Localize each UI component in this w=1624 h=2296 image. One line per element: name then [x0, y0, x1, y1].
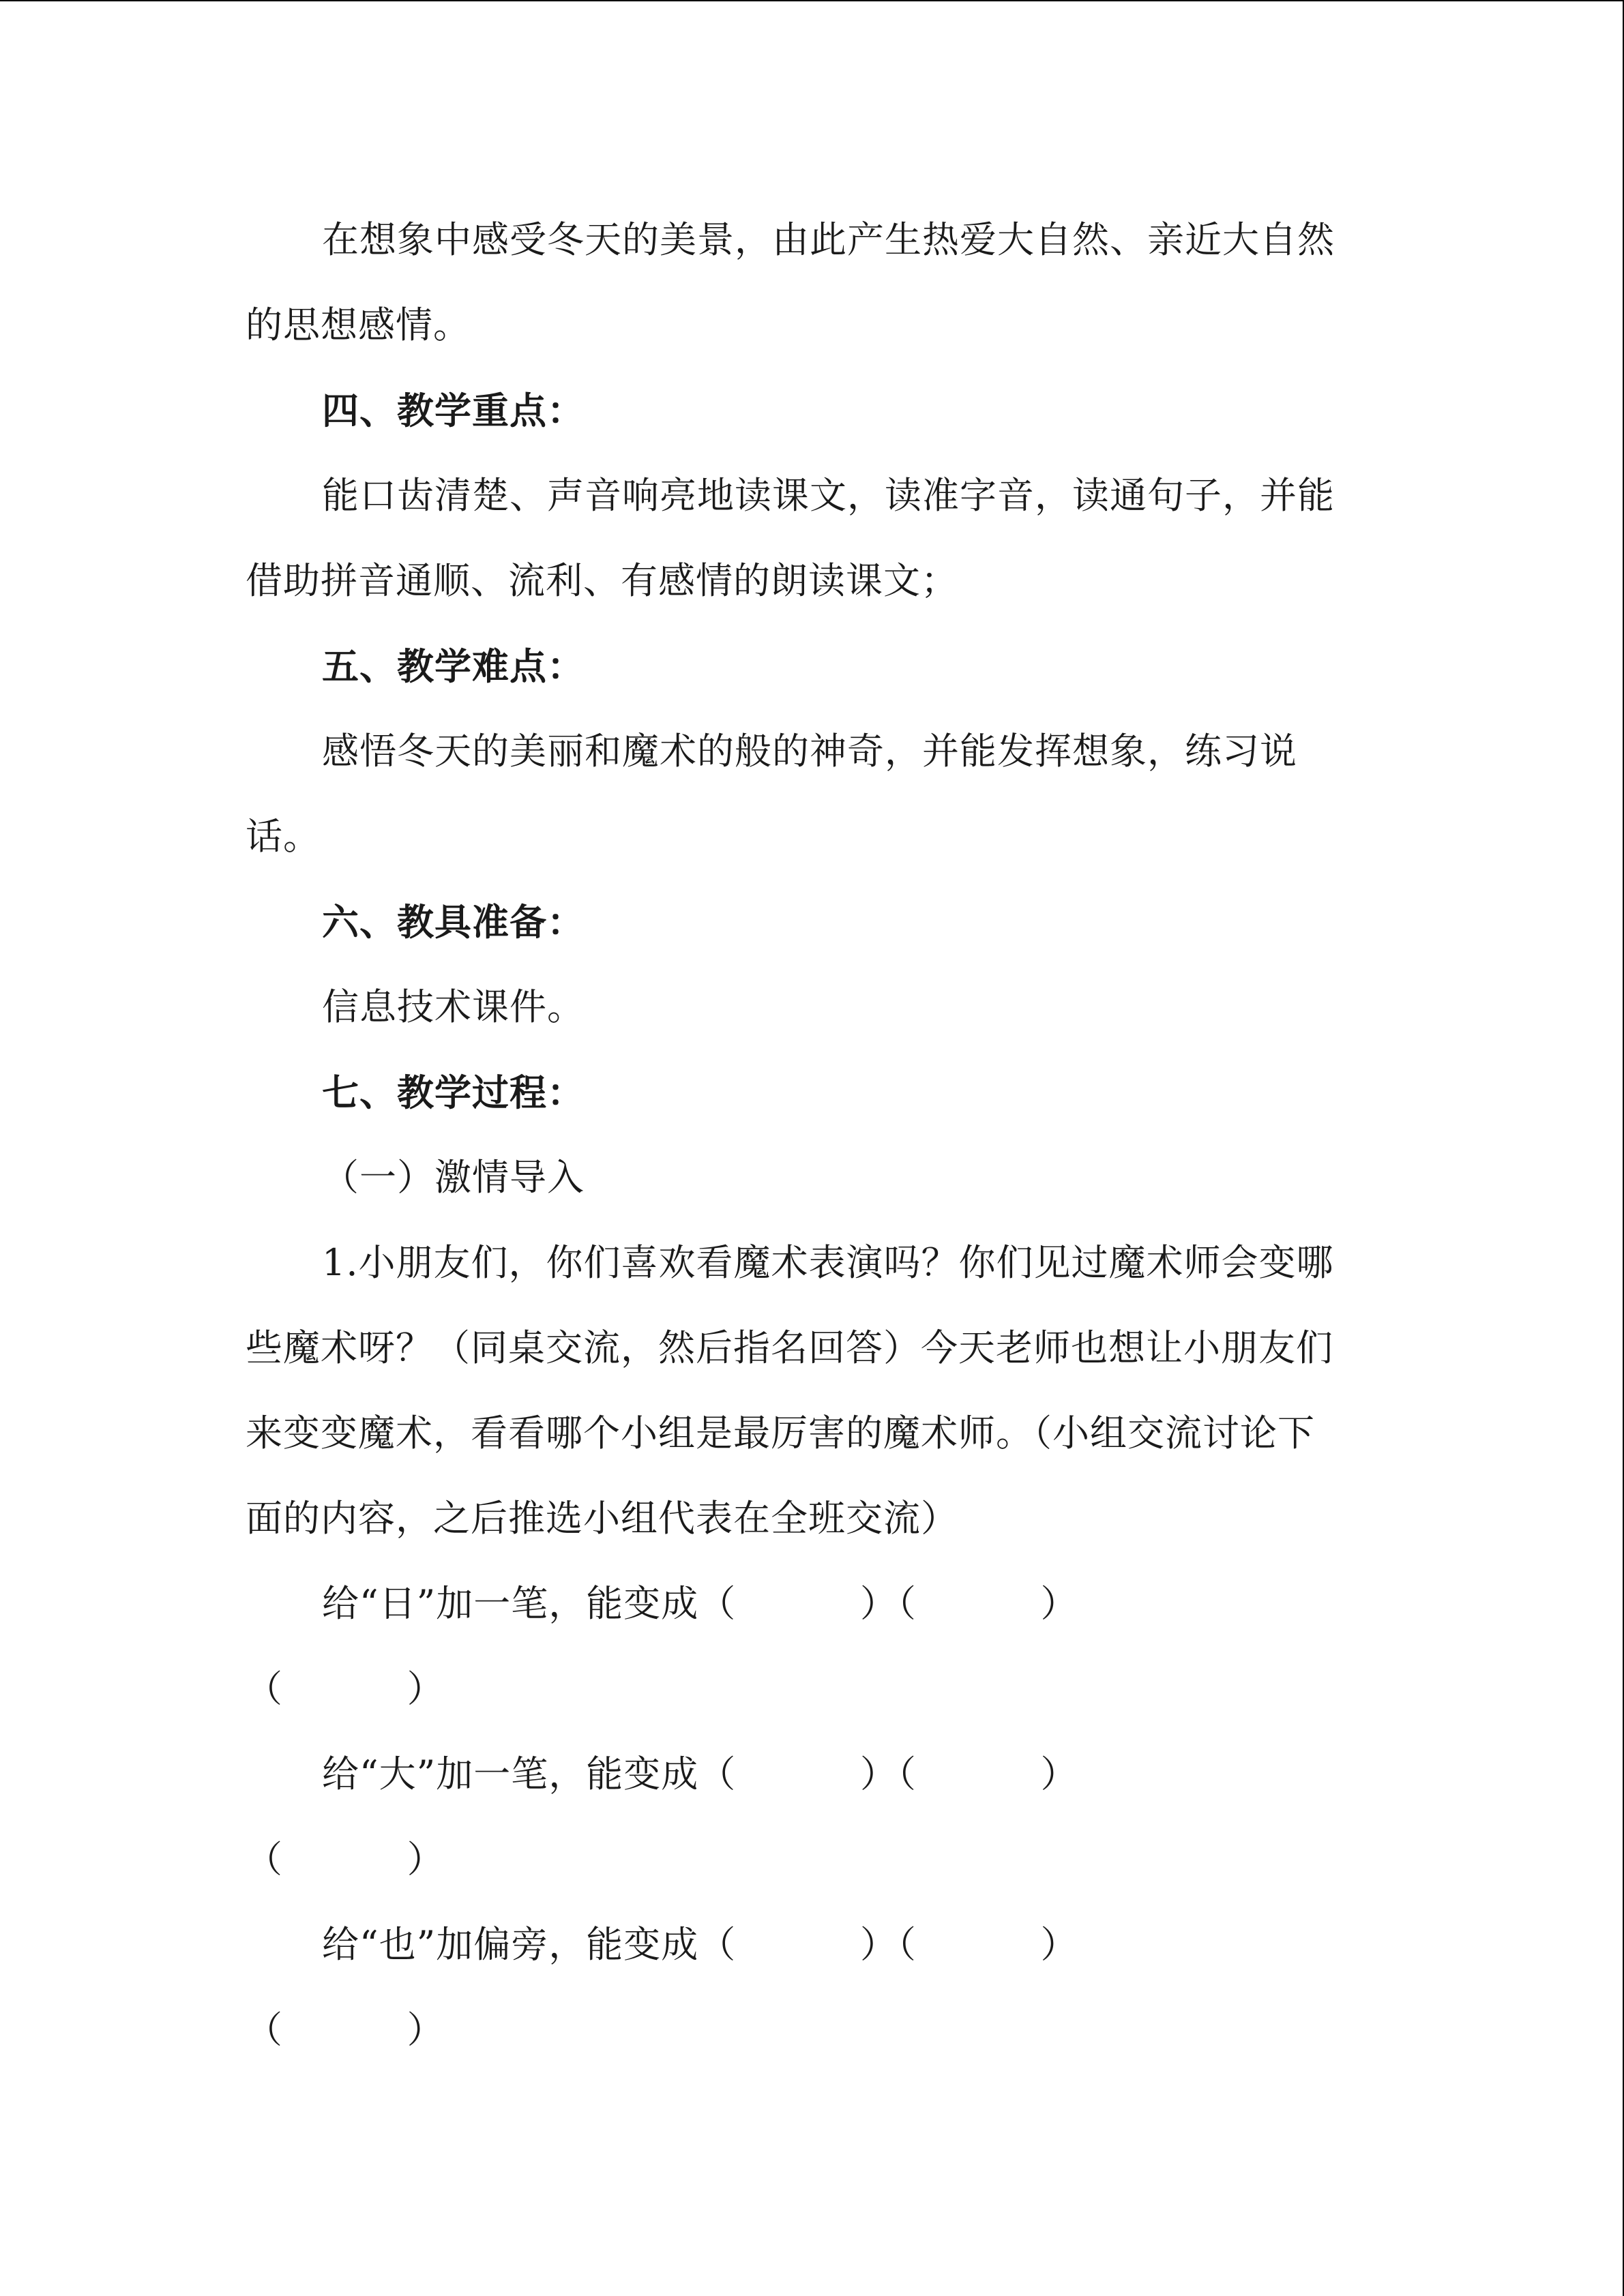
- body-text-line: 在想象中感受冬天的美景，由此产生热爱大自然、亲近大自然: [322, 218, 1335, 261]
- body-text-line: 来变变魔术，看看哪个小组是最厉害的魔术师。（小组交流讨论下: [246, 1412, 1315, 1455]
- section-heading-key-points: 四、教学重点：: [322, 389, 585, 432]
- exercise-line: 给“也”加偏旁，能变成（ ）（ ）: [322, 1923, 1078, 1966]
- body-text-line: 面的内容，之后推选小组代表在全班交流）: [246, 1497, 958, 1540]
- body-text-line: 借助拼音通顺、流利、有感情的朗读课文；: [246, 559, 958, 602]
- body-text-line: 信息技术课件。: [322, 985, 585, 1028]
- exercise-line: 给“大”加一笔，能变成（ ）（ ）: [322, 1753, 1078, 1795]
- body-text-line: 的思想感情。: [246, 303, 471, 346]
- exercise-line: 给“日”加一笔，能变成（ ）（ ）: [322, 1582, 1078, 1625]
- section-heading-difficulties: 五、教学难点：: [322, 644, 585, 688]
- page-top-border: [0, 0, 1624, 1]
- section-heading-materials: 六、教具准备：: [322, 900, 585, 944]
- body-text-line: 些魔术呀？（同桌交流，然后指名回答）今天老师也想让小朋友们: [246, 1326, 1333, 1369]
- body-text-line: 能口齿清楚、声音响亮地读课文，读准字音，读通句子，并能: [322, 474, 1335, 517]
- body-text-line: 1.小朋友们，你们喜欢看魔术表演吗？你们见过魔术师会变哪: [322, 1241, 1334, 1284]
- exercise-line: （ ）: [246, 1667, 445, 1710]
- exercise-line: （ ）: [246, 1838, 445, 1881]
- body-text-line: 话。: [246, 815, 321, 858]
- body-text-line: 感悟冬天的美丽和魔术的般的神奇，并能发挥想象，练习说: [322, 730, 1297, 773]
- section-heading-process: 七、教学过程：: [322, 1071, 585, 1114]
- exercise-line: （ ）: [246, 2008, 445, 2051]
- subsection-heading: （一）激情导入: [322, 1156, 585, 1199]
